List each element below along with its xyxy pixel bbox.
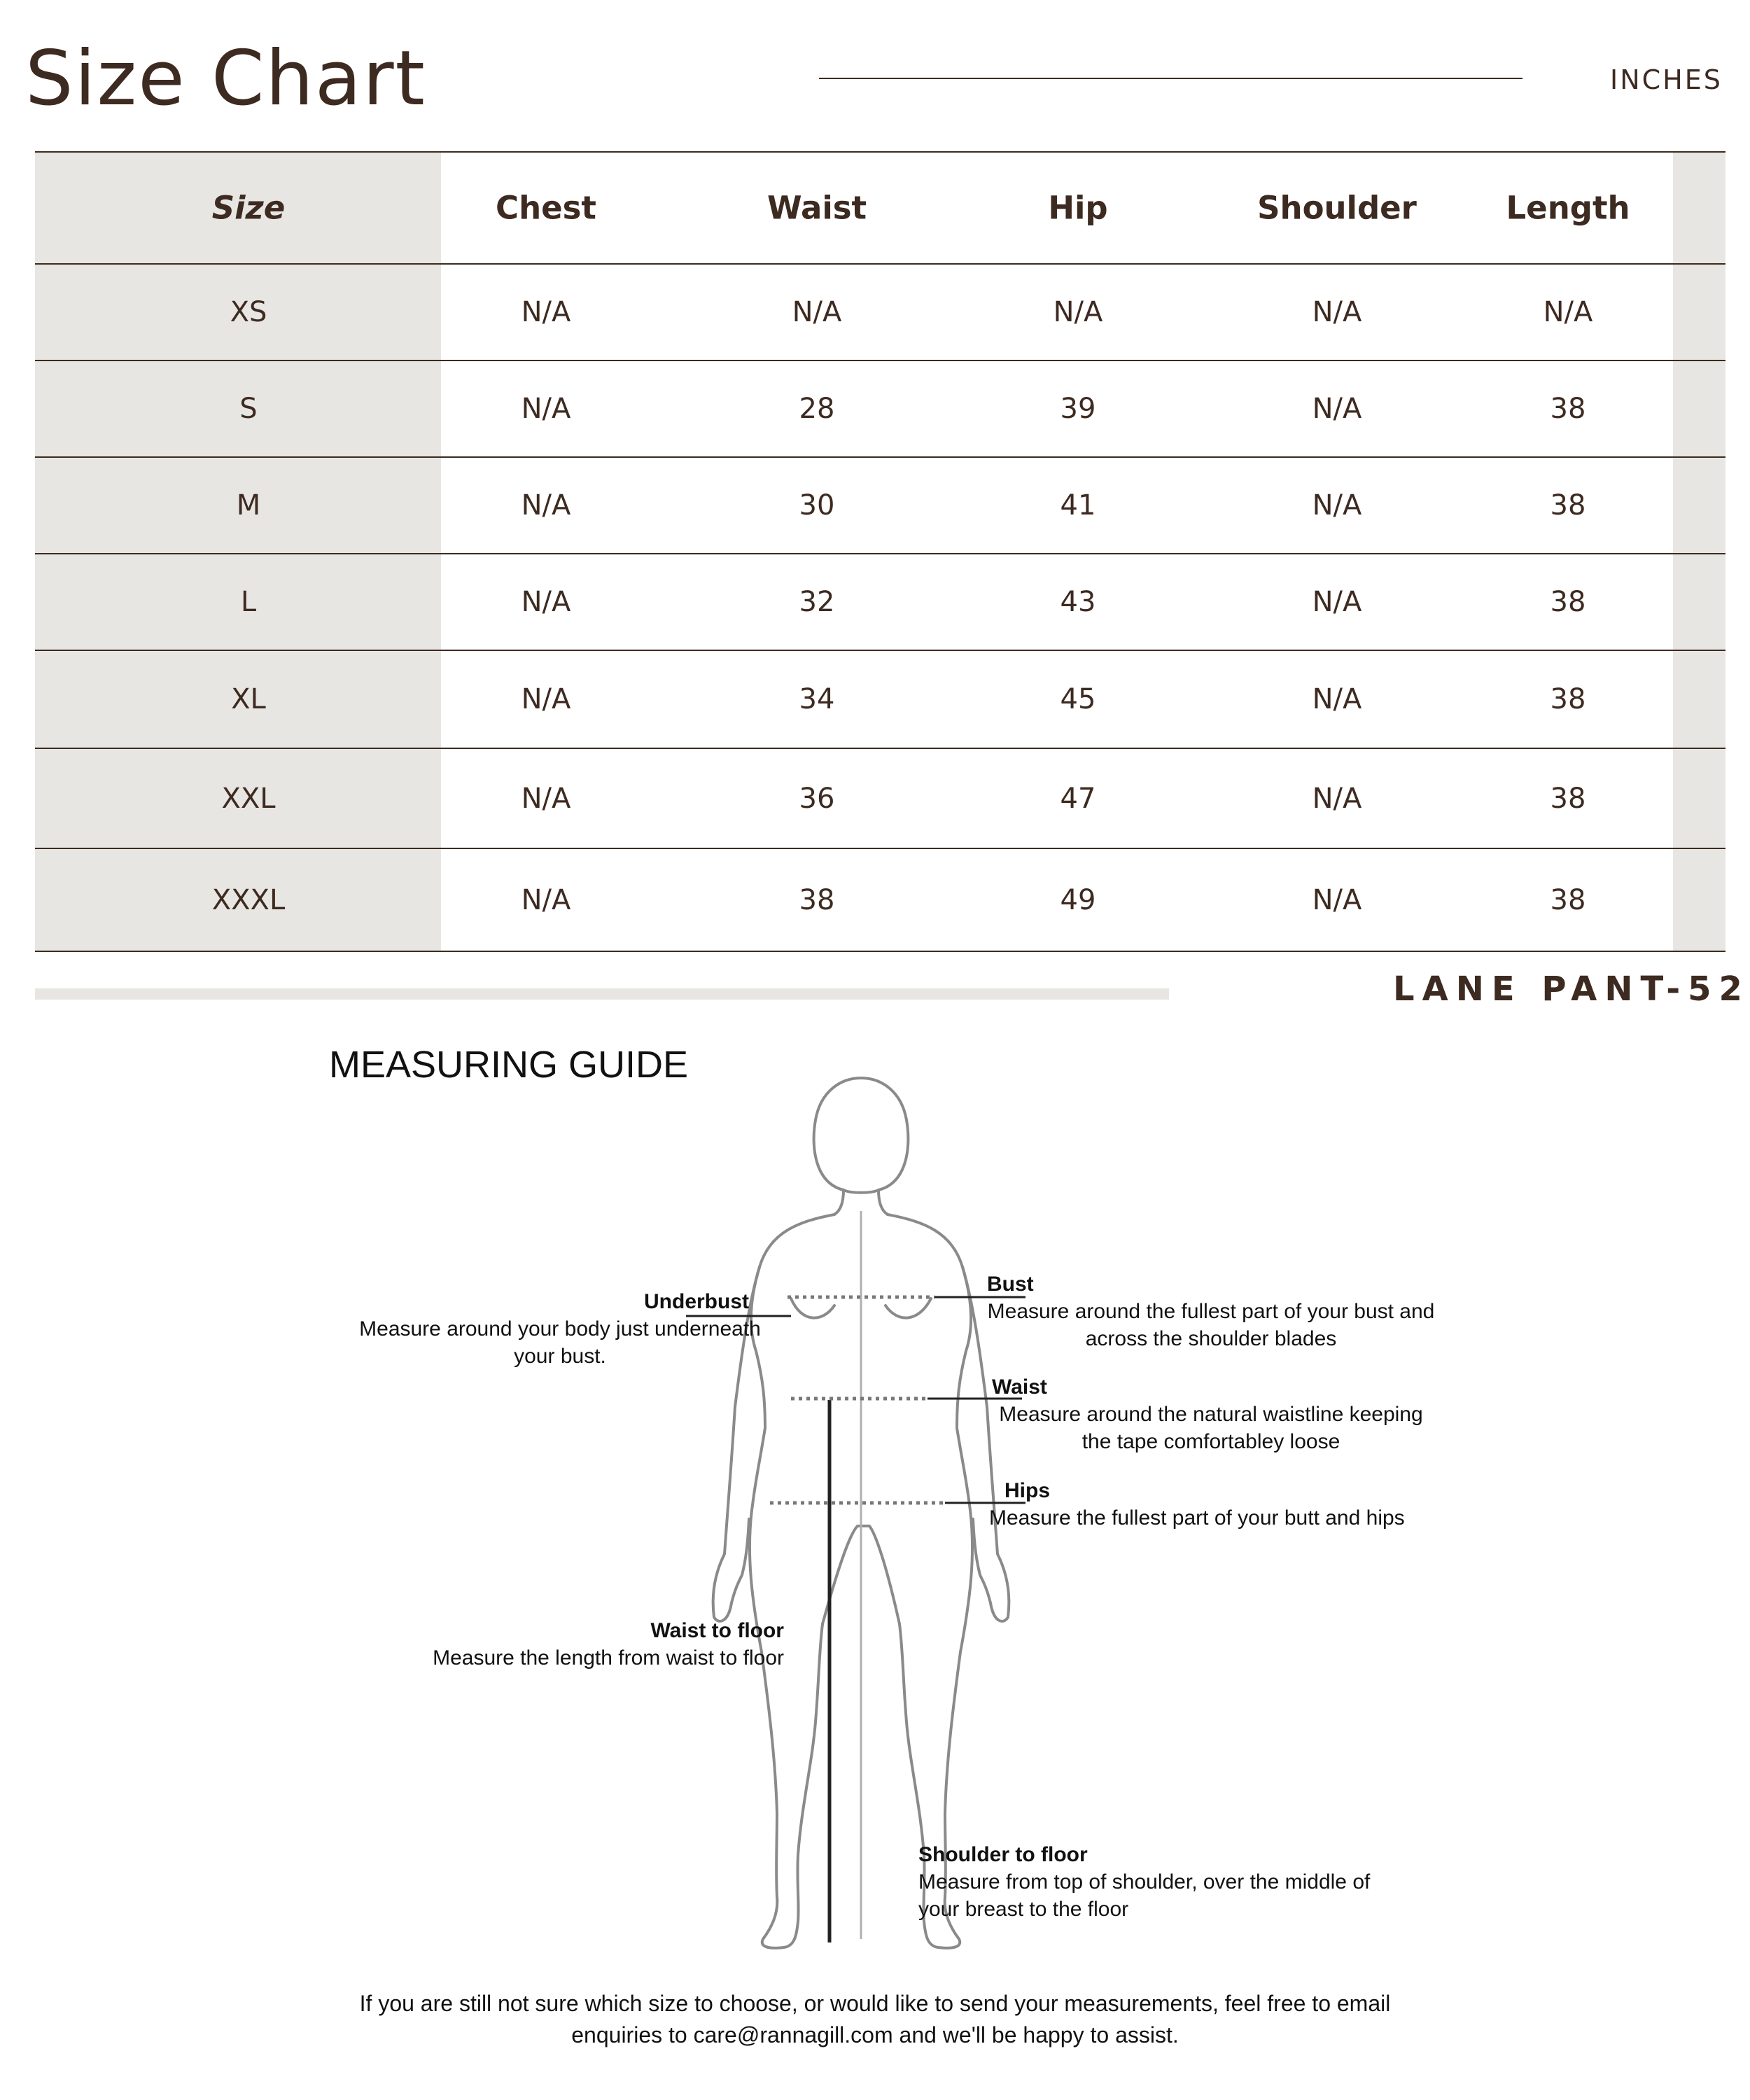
hips-text: Measure the fullest part of your butt and hips (989, 1506, 1405, 1530)
shoulder-to-floor-annotation (918, 1841, 1408, 1923)
waist-to-floor-annotation (413, 1617, 784, 1672)
table-cell: N/A (1312, 683, 1362, 715)
shoulder-to-floor-label: Shoulder to floor (918, 1843, 1088, 1866)
size-cell: M (236, 489, 261, 522)
table-cell: N/A (521, 296, 571, 328)
table-cell: 45 (1060, 683, 1096, 715)
table-rule (35, 748, 1726, 749)
waist-to-floor-text: Measure the length from waist to floor (433, 1646, 784, 1670)
size-cell: XS (230, 296, 267, 328)
underbust-annotation (343, 1288, 777, 1370)
column-header: Size (211, 189, 286, 227)
table-cell: 39 (1060, 393, 1096, 425)
size-column-background (35, 152, 441, 951)
size-cell: XXXL (211, 883, 286, 916)
waist-to-floor-label: Waist to floor (650, 1619, 784, 1642)
table-rule (35, 848, 1726, 849)
size-table (35, 152, 1726, 951)
table-cell: 49 (1060, 883, 1096, 916)
product-name: LANE PANT-52 (1393, 969, 1750, 1009)
table-cell: N/A (521, 883, 571, 916)
table-cell: 38 (1550, 393, 1586, 425)
bust-label: Bust (987, 1273, 1034, 1296)
column-header: Length (1506, 189, 1630, 227)
shoulder-to-floor-text: Measure from top of shoulder, over the middle of your breast to the floor (918, 1870, 1371, 1921)
table-cell: N/A (1543, 296, 1593, 328)
underbust-label: Underbust (644, 1290, 749, 1313)
table-cell: N/A (1312, 883, 1362, 916)
size-cell: S (239, 393, 258, 425)
table-rule (35, 456, 1726, 458)
table-rule (35, 951, 1726, 952)
table-cell: N/A (521, 586, 571, 618)
waist-annotation (983, 1373, 1438, 1455)
right-edge-background (1673, 152, 1726, 951)
table-cell: 38 (1550, 782, 1586, 815)
table-rule (35, 151, 1726, 153)
column-header: Shoulder (1257, 189, 1417, 227)
waist-label: Waist (992, 1376, 1047, 1399)
table-cell: 36 (799, 782, 835, 815)
footer-line-1: If you are still not sure which size to choose, or would like to send your measurements, feel free to email (359, 1991, 1391, 2016)
bust-text: Measure around the fullest part of your bust and across the shoulder blades (987, 1300, 1435, 1350)
title-divider (819, 78, 1522, 79)
table-rule (35, 650, 1726, 651)
guide-title: MEASURING GUIDE (329, 1044, 689, 1086)
table-cell: N/A (521, 393, 571, 425)
table-cell: N/A (521, 683, 571, 715)
table-rule (35, 553, 1726, 554)
bust-annotation (987, 1270, 1435, 1352)
torso-right-outline (888, 1214, 972, 1948)
table-cell: N/A (1312, 393, 1362, 425)
column-header: Waist (766, 189, 867, 227)
size-cell: XL (231, 683, 266, 715)
table-cell: 30 (799, 489, 835, 522)
column-header: Chest (496, 189, 596, 227)
table-cell: N/A (1312, 296, 1362, 328)
table-cell: 47 (1060, 782, 1096, 815)
table-cell: N/A (521, 782, 571, 815)
table-cell: 41 (1060, 489, 1096, 522)
units-label: INCHES (1610, 64, 1723, 95)
underbust-text: Measure around your body just underneath your bust. (359, 1317, 761, 1368)
hips-annotation (989, 1477, 1479, 1532)
size-cell: L (240, 586, 257, 618)
table-cell: N/A (1312, 782, 1362, 815)
table-cell: 38 (1550, 586, 1586, 618)
table-rule (35, 360, 1726, 361)
table-cell: 43 (1060, 586, 1096, 618)
head-outline (814, 1078, 909, 1193)
help-footer (0, 1988, 1750, 2051)
footer-line-2: enquiries to care@rannagill.com and we'll be happy to assist. (571, 2022, 1179, 2047)
size-cell: XXL (221, 782, 276, 815)
column-header: Hip (1048, 189, 1108, 227)
table-cell: N/A (1312, 489, 1362, 522)
table-cell: 34 (799, 683, 835, 715)
waist-text: Measure around the natural waistline keeping the tape comfortabley loose (999, 1403, 1423, 1453)
table-cell: N/A (1312, 586, 1362, 618)
table-cell: 38 (1550, 883, 1586, 916)
table-cell: 38 (799, 883, 835, 916)
table-cell: N/A (1053, 296, 1103, 328)
table-cell: 38 (1550, 489, 1586, 522)
page-title: Size Chart (25, 35, 426, 122)
table-cell: 38 (1550, 683, 1586, 715)
table-cell: 32 (799, 586, 835, 618)
table-cell: N/A (521, 489, 571, 522)
table-cell: 28 (799, 393, 835, 425)
hips-label: Hips (1004, 1479, 1051, 1502)
table-rule (35, 263, 1726, 265)
table-cell: N/A (792, 296, 842, 328)
section-divider-bar (35, 988, 1169, 1000)
